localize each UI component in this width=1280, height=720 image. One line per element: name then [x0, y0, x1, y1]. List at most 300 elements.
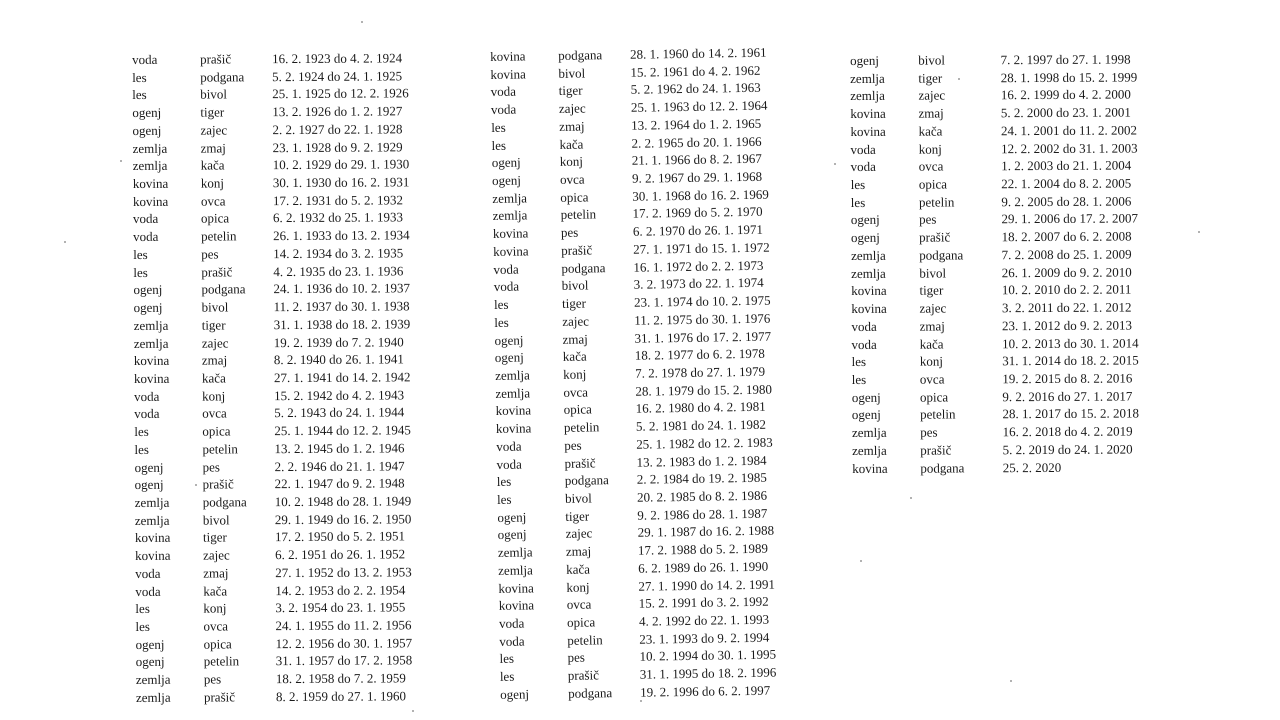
zodiac-year-row: [132, 49, 472, 69]
element-cell: les: [491, 119, 506, 135]
date-range-cell: 16. 1. 1972 do 2. 2. 1973: [633, 257, 764, 275]
element-cell: les: [850, 194, 866, 210]
animal-cell: podgana: [561, 259, 606, 276]
animal-cell: tiger: [918, 70, 943, 86]
date-range-cell: 10. 2. 2010 do 2. 2. 2011: [1001, 281, 1132, 298]
zodiac-year-row: [852, 440, 1192, 459]
date-range-cell: 7. 2. 1978 do 27. 1. 1979: [635, 363, 766, 381]
animal-cell: petelin: [563, 419, 600, 435]
scan-speck: [1010, 680, 1012, 682]
date-range-cell: 27. 1. 1990 do 14. 2. 1991: [638, 576, 776, 594]
date-range-cell: 9. 2. 2005 do 28. 1. 2006: [1001, 193, 1132, 209]
date-range-cell: 15. 2. 1991 do 3. 2. 1992: [638, 593, 769, 612]
animal-cell: tiger: [558, 82, 583, 99]
element-cell: voda: [134, 406, 160, 422]
animal-cell: bivol: [558, 65, 586, 81]
element-cell: voda: [499, 633, 525, 649]
element-cell: les: [496, 491, 512, 507]
element-cell: voda: [493, 278, 520, 295]
element-cell: ogenj: [851, 389, 881, 405]
element-cell: zemlja: [850, 70, 885, 86]
zodiac-year-row: [133, 138, 473, 158]
date-range-cell: 5. 2. 1962 do 24. 1. 1963: [630, 80, 761, 98]
zodiac-year-row: [851, 316, 1191, 335]
date-range-cell: 11. 2. 1937 do 30. 1. 1938: [273, 298, 410, 315]
element-cell: les: [851, 371, 867, 387]
zodiac-year-row: [133, 279, 473, 299]
element-cell: voda: [135, 583, 161, 599]
animal-cell: zmaj: [200, 140, 226, 156]
element-cell: zemlja: [492, 207, 528, 224]
date-range-cell: 1. 2. 2003 do 21. 1. 2004: [1001, 157, 1132, 174]
date-range-cell: 28. 1. 1979 do 15. 2. 1980: [635, 381, 773, 399]
element-cell: kovina: [498, 579, 534, 596]
date-range-cell: 9. 2. 1986 do 28. 1. 1987: [637, 505, 768, 523]
element-cell: les: [851, 354, 867, 370]
element-cell: zemlja: [133, 317, 169, 333]
date-range-cell: 5. 2. 1943 do 24. 1. 1944: [274, 404, 405, 421]
animal-cell: podgana: [919, 247, 964, 263]
date-range-cell: 22. 1. 1947 do 9. 2. 1948: [274, 475, 405, 492]
date-range-cell: 25. 1. 1963 do 12. 2. 1964: [630, 97, 768, 115]
zodiac-year-row: [850, 68, 1190, 87]
scan-speck: [412, 710, 414, 712]
date-range-cell: 16. 2. 1980 do 4. 2. 1981: [635, 399, 766, 417]
scan-speck: [195, 484, 197, 486]
zodiac-year-row: [132, 120, 472, 140]
zodiac-year-row: [852, 387, 1192, 406]
date-range-cell: 4. 2. 1935 do 23. 1. 1936: [273, 262, 404, 279]
element-cell: kovina: [490, 66, 526, 82]
element-cell: zemlja: [135, 671, 171, 688]
element-cell: kovina: [133, 352, 170, 369]
date-range-cell: 16. 2. 1923 do 4. 2. 1924: [272, 50, 403, 67]
zodiac-year-row: [135, 580, 475, 600]
element-cell: ogenj: [494, 332, 524, 348]
date-range-cell: 28. 1. 1998 do 15. 2. 1999: [1000, 69, 1138, 85]
animal-cell: bivol: [919, 265, 947, 281]
date-range-cell: 8. 2. 1940 do 26. 1. 1941: [273, 351, 404, 368]
animal-cell: pes: [920, 424, 938, 440]
date-range-cell: 19. 2. 2015 do 8. 2. 2016: [1002, 370, 1133, 387]
animal-cell: zajec: [565, 525, 593, 542]
date-range-cell: 10. 2. 2013 do 30. 1. 2014: [1002, 334, 1139, 351]
element-cell: ogenj: [132, 104, 162, 121]
element-cell: les: [494, 314, 509, 330]
animal-cell: kača: [201, 370, 226, 386]
date-range-cell: 27. 1. 1952 do 13. 2. 1953: [275, 564, 412, 580]
element-cell: voda: [132, 211, 159, 227]
date-range-cell: 20. 2. 1985 do 8. 2. 1986: [636, 487, 768, 505]
scan-speck: [1198, 231, 1200, 233]
animal-cell: pes: [564, 437, 582, 453]
date-range-cell: 23. 1. 1993 do 9. 2. 1994: [639, 629, 770, 647]
scan-speck: [120, 160, 122, 162]
element-cell: zemlja: [498, 562, 533, 578]
element-cell: ogenj: [850, 212, 880, 228]
zodiac-year-row: [134, 421, 474, 441]
animal-cell: opica: [563, 401, 592, 418]
animal-cell: konj: [918, 141, 942, 157]
zodiac-year-row: [851, 210, 1191, 229]
zodiac-year-row: [851, 192, 1191, 211]
animal-cell: konj: [563, 366, 587, 382]
zodiac-year-row: [852, 369, 1192, 388]
animal-cell: opica: [560, 189, 589, 205]
element-cell: ogenj: [133, 299, 163, 316]
animal-cell: tiger: [565, 508, 590, 524]
date-range-cell: 13. 2. 1945 do 1. 2. 1946: [274, 440, 405, 456]
animal-cell: petelin: [567, 632, 603, 648]
date-range-cell: 12. 2. 2002 do 31. 1. 2003: [1001, 140, 1138, 156]
animal-cell: zmaj: [919, 318, 945, 334]
element-cell: ogenj: [851, 407, 881, 423]
date-range-cell: 24. 1. 1936 do 10. 2. 1937: [273, 280, 410, 297]
element-cell: voda: [496, 438, 522, 454]
date-range-cell: 2. 2. 1965 do 20. 1. 1966: [631, 133, 762, 151]
animal-cell: ovca: [203, 618, 229, 634]
zodiac-column-2: [490, 43, 840, 704]
animal-cell: kača: [919, 336, 944, 352]
animal-cell: zmaj: [565, 543, 592, 559]
animal-cell: ovca: [918, 158, 944, 174]
animal-cell: zajec: [562, 313, 590, 329]
date-range-cell: 14. 2. 1953 do 2. 2. 1954: [275, 581, 406, 598]
zodiac-column-3: [850, 50, 1192, 477]
element-cell: voda: [850, 141, 876, 157]
date-range-cell: 2. 2. 1927 do 22. 1. 1928: [272, 121, 403, 138]
element-cell: zemlja: [851, 247, 886, 263]
element-cell: voda: [134, 388, 160, 404]
element-cell: voda: [498, 615, 525, 631]
element-cell: kovina: [135, 547, 171, 564]
zodiac-year-row: [133, 226, 473, 246]
animal-cell: bivol: [201, 299, 229, 315]
element-cell: voda: [135, 565, 161, 581]
zodiac-year-row: [135, 474, 475, 494]
animal-cell: petelin: [201, 228, 237, 244]
animal-cell: ovca: [200, 193, 226, 209]
date-range-cell: 6. 2. 1951 do 26. 1. 1952: [275, 546, 406, 563]
animal-cell: zmaj: [203, 565, 229, 581]
element-cell: les: [133, 246, 148, 262]
element-cell: voda: [490, 101, 517, 118]
animal-cell: pes: [202, 459, 220, 475]
element-cell: les: [133, 264, 148, 280]
element-cell: zemlja: [850, 88, 885, 104]
element-cell: ogenj: [497, 509, 527, 525]
date-range-cell: 15. 2. 1942 do 4. 2. 1943: [274, 387, 405, 403]
zodiac-year-row: [851, 263, 1191, 282]
element-cell: ogenj: [135, 636, 165, 652]
animal-cell: pes: [201, 246, 219, 262]
element-cell: ogenj: [134, 459, 164, 475]
zodiac-year-row: [851, 157, 1191, 176]
zodiac-year-row: [851, 245, 1191, 264]
scan-speck: [640, 700, 642, 702]
zodiac-year-row: [134, 368, 474, 388]
date-range-cell: 13. 2. 1926 do 1. 2. 1927: [272, 103, 403, 120]
date-range-cell: 12. 2. 1956 do 30. 1. 1957: [275, 635, 413, 651]
animal-cell: podgana: [920, 459, 965, 476]
element-cell: ogenj: [850, 230, 880, 246]
date-range-cell: 27. 1. 1971 do 15. 1. 1972: [633, 239, 770, 257]
animal-cell: ovca: [202, 405, 227, 421]
date-range-cell: 10. 2. 1929 do 29. 1. 1930: [272, 156, 410, 173]
element-cell: voda: [850, 159, 876, 175]
element-cell: zemlja: [135, 689, 171, 705]
zodiac-year-row: [134, 332, 474, 352]
element-cell: kovina: [851, 300, 887, 317]
date-range-cell: 18. 2. 2007 do 6. 2. 2008: [1001, 228, 1132, 245]
date-range-cell: 29. 1. 1949 do 16. 2. 1950: [274, 510, 412, 527]
zodiac-year-row: [133, 262, 473, 282]
zodiac-year-row: [132, 67, 472, 87]
zodiac-year-row: [850, 121, 1190, 140]
element-cell: kovina: [490, 48, 526, 64]
zodiac-year-row: [136, 669, 476, 689]
animal-cell: zajec: [919, 300, 947, 316]
element-cell: les: [132, 69, 147, 85]
animal-cell: zajec: [203, 547, 230, 563]
animal-cell: zmaj: [201, 352, 228, 368]
element-cell: kovina: [495, 402, 532, 419]
animal-cell: petelin: [202, 441, 238, 457]
zodiac-year-row: [135, 616, 475, 636]
date-range-cell: 16. 2. 1999 do 4. 2. 2000: [1000, 86, 1131, 103]
scan-speck: [958, 78, 960, 80]
date-range-cell: 19. 2. 1996 do 6. 2. 1997: [640, 682, 771, 700]
element-cell: voda: [493, 261, 519, 277]
date-range-cell: 5. 2. 1924 do 24. 1. 1925: [272, 68, 403, 84]
scan-speck: [361, 21, 363, 23]
zodiac-year-row: [850, 50, 1190, 69]
animal-cell: prašič: [200, 51, 232, 67]
date-range-cell: 29. 1. 1987 do 16. 2. 1988: [637, 523, 775, 541]
zodiac-year-row: [136, 634, 476, 654]
zodiac-year-row: [134, 403, 474, 423]
element-cell: ogenj: [135, 654, 165, 670]
animal-cell: bivol: [918, 52, 946, 68]
element-cell: ogenj: [497, 526, 527, 543]
animal-cell: zmaj: [562, 330, 588, 347]
element-cell: les: [132, 87, 147, 103]
date-range-cell: 31. 1. 1938 do 18. 2. 1939: [273, 316, 411, 332]
date-range-cell: 17. 2. 1988 do 5. 2. 1989: [637, 540, 769, 558]
zodiac-year-row: [851, 298, 1191, 317]
animal-cell: podgana: [568, 685, 613, 701]
date-range-cell: 26. 1. 1933 do 13. 2. 1934: [273, 227, 410, 244]
element-cell: les: [499, 668, 515, 685]
zodiac-year-row: [132, 102, 472, 122]
animal-cell: kača: [559, 136, 584, 152]
date-range-cell: 27. 1. 1941 do 14. 2. 1942: [273, 369, 411, 386]
date-range-cell: 13. 2. 1964 do 1. 2. 1965: [631, 115, 762, 133]
date-range-cell: 31. 1. 1957 do 17. 2. 1958: [275, 652, 413, 669]
animal-cell: ovca: [566, 596, 592, 613]
date-range-cell: 3. 2. 1973 do 22. 1. 1974: [633, 275, 764, 293]
element-cell: zemlja: [495, 385, 531, 401]
animal-cell: pes: [567, 650, 586, 666]
element-cell: zemlja: [132, 158, 168, 174]
animal-cell: opica: [200, 210, 230, 227]
zodiac-year-row: [850, 86, 1190, 105]
element-cell: kovina: [132, 193, 169, 209]
date-range-cell: 3. 2. 2011 do 22. 1. 2012: [1001, 299, 1132, 316]
element-cell: voda: [132, 51, 158, 67]
animal-cell: prašič: [561, 242, 593, 258]
element-cell: les: [134, 441, 149, 457]
zodiac-year-row: [852, 458, 1192, 477]
zodiac-year-row: [850, 139, 1190, 158]
animal-cell: prašič: [201, 264, 233, 280]
date-range-cell: 29. 1. 2006 do 17. 2. 2007: [1001, 210, 1138, 227]
zodiac-year-row: [134, 297, 474, 317]
element-cell: les: [493, 296, 509, 313]
animal-cell: zajec: [200, 122, 228, 138]
date-range-cell: 23. 1. 1928 do 9. 2. 1929: [272, 138, 403, 155]
date-range-cell: 25. 2. 2020: [1002, 459, 1062, 475]
zodiac-year-row: [135, 563, 475, 583]
element-cell: les: [491, 137, 507, 153]
zodiac-year-row: [134, 386, 474, 406]
element-cell: voda: [490, 84, 517, 100]
scan-speck: [834, 163, 836, 165]
animal-cell: podgana: [200, 69, 245, 85]
zodiac-year-row: [851, 174, 1191, 193]
zodiac-year-row: [133, 191, 473, 211]
animal-cell: podgana: [564, 472, 609, 489]
zodiac-year-row: [135, 527, 475, 547]
animal-cell: konj: [202, 388, 226, 404]
animal-cell: prašič: [202, 476, 234, 492]
animal-cell: konj: [919, 353, 943, 369]
element-cell: les: [135, 601, 150, 617]
zodiac-column-1: [132, 49, 476, 707]
zodiac-year-row: [135, 492, 475, 512]
animal-cell: konj: [200, 175, 224, 191]
animal-cell: petelin: [920, 406, 956, 423]
date-range-cell: 31. 1. 1976 do 17. 2. 1977: [634, 328, 772, 346]
zodiac-year-row: [133, 244, 473, 264]
zodiac-year-row: [134, 456, 474, 476]
animal-cell: bivol: [200, 86, 228, 103]
animal-cell: petelin: [560, 206, 597, 223]
animal-cell: tiger: [201, 317, 226, 333]
animal-cell: podgana: [201, 281, 246, 297]
element-cell: kovina: [495, 420, 532, 437]
date-range-cell: 7. 2. 2008 do 25. 1. 2009: [1001, 246, 1132, 263]
date-range-cell: 15. 2. 1961 do 4. 2. 1962: [630, 62, 761, 80]
date-range-cell: 19. 2. 1939 do 7. 2. 1940: [273, 333, 404, 350]
zodiac-year-row: [852, 422, 1192, 441]
element-cell: zemlja: [852, 442, 887, 458]
animal-cell: ovca: [563, 384, 589, 400]
animal-cell: petelin: [203, 653, 240, 670]
element-cell: kovina: [493, 243, 529, 259]
date-range-cell: 17. 2. 1950 do 5. 2. 1951: [274, 528, 406, 545]
scan-speck: [860, 560, 862, 562]
date-range-cell: 7. 2. 1997 do 27. 1. 1998: [1000, 51, 1131, 68]
zodiac-year-row: [851, 227, 1191, 246]
zodiac-year-row: [133, 208, 473, 228]
element-cell: kovina: [850, 105, 886, 122]
zodiac-year-row: [134, 350, 474, 370]
animal-cell: opica: [566, 614, 596, 630]
date-range-cell: 31. 1. 2014 do 18. 2. 2015: [1002, 352, 1139, 369]
element-cell: zemlja: [495, 367, 530, 383]
date-range-cell: 3. 2. 1954 do 23. 1. 1955: [275, 599, 406, 616]
animal-cell: bivol: [561, 277, 589, 294]
animal-cell: podgana: [558, 47, 603, 63]
animal-cell: ovca: [919, 371, 945, 387]
animal-cell: opica: [919, 389, 949, 405]
animal-cell: konj: [203, 600, 227, 616]
animal-cell: prašič: [567, 667, 600, 684]
element-cell: voda: [851, 336, 877, 352]
animal-cell: bivol: [202, 512, 230, 528]
element-cell: zemlja: [851, 265, 886, 281]
date-range-cell: 18. 2. 1958 do 7. 2. 1959: [275, 670, 406, 687]
animal-cell: pes: [560, 224, 579, 241]
date-range-cell: 13. 2. 1983 do 1. 2. 1984: [636, 452, 767, 470]
animal-cell: kača: [918, 123, 943, 139]
date-range-cell: 5. 2. 2019 do 24. 1. 2020: [1002, 441, 1133, 458]
animal-cell: kača: [200, 157, 225, 173]
animal-cell: tiger: [202, 529, 227, 545]
animal-cell: prašič: [920, 442, 952, 458]
zodiac-year-row: [851, 281, 1191, 300]
animal-cell: prašič: [919, 229, 951, 245]
element-cell: voda: [496, 456, 522, 472]
date-range-cell: 18. 2. 1977 do 6. 2. 1978: [634, 345, 765, 363]
scan-speck: [910, 497, 912, 499]
zodiac-year-row: [852, 405, 1192, 424]
zodiac-year-row: [135, 545, 475, 565]
date-range-cell: 6. 2. 1970 do 26. 1. 1971: [632, 221, 764, 239]
element-cell: kovina: [850, 123, 886, 139]
date-range-cell: 5. 2. 1981 do 24. 1. 1982: [635, 416, 767, 434]
element-cell: ogenj: [132, 122, 162, 138]
zodiac-year-row: [136, 687, 476, 707]
date-range-cell: 10. 2. 1994 do 30. 1. 1995: [639, 647, 777, 665]
element-cell: voda: [851, 318, 877, 334]
date-range-cell: 21. 1. 1966 do 8. 2. 1967: [631, 151, 762, 169]
element-cell: les: [135, 618, 151, 634]
date-range-cell: 26. 1. 2009 do 9. 2. 2010: [1001, 264, 1132, 280]
element-cell: ogenj: [850, 52, 879, 68]
element-cell: zemlja: [851, 424, 887, 441]
animal-cell: opica: [203, 636, 232, 652]
element-cell: ogenj: [491, 172, 522, 189]
animal-cell: tiger: [561, 295, 586, 311]
zodiac-year-row: [852, 351, 1192, 370]
animal-cell: zajec: [201, 334, 229, 351]
element-cell: ogenj: [491, 154, 521, 171]
date-range-cell: 30. 1. 1930 do 16. 2. 1931: [272, 174, 410, 191]
zodiac-year-row: [136, 651, 476, 671]
element-cell: zemlja: [492, 190, 528, 206]
element-cell: ogenj: [494, 349, 524, 366]
animal-cell: pes: [203, 671, 222, 687]
element-cell: ogenj: [133, 282, 163, 298]
element-cell: zemlja: [134, 494, 170, 510]
date-range-cell: 23. 1. 2012 do 9. 2. 2013: [1001, 317, 1133, 333]
date-range-cell: 24. 1. 1955 do 11. 2. 1956: [275, 617, 412, 634]
date-range-cell: 10. 2. 1948 do 28. 1. 1949: [274, 493, 412, 510]
date-range-cell: 6. 2. 1932 do 25. 1. 1933: [272, 209, 404, 226]
animal-cell: kača: [566, 561, 591, 577]
